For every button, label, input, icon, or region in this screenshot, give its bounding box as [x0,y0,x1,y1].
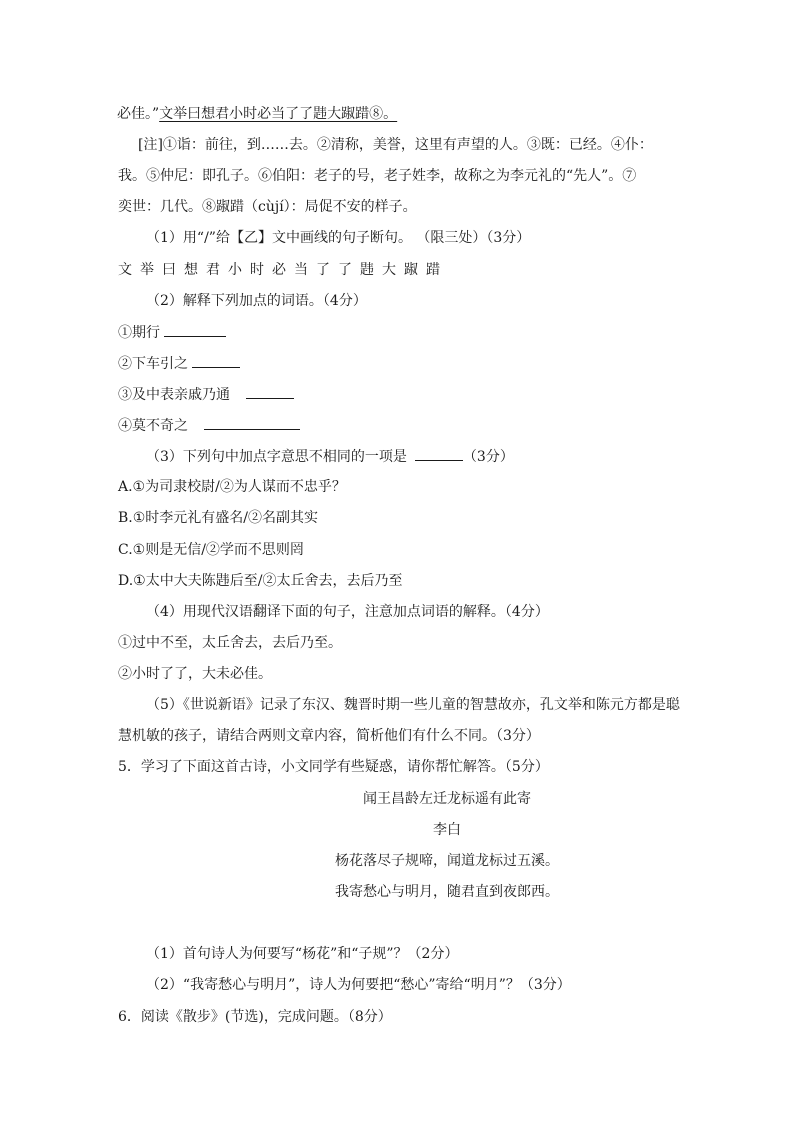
poem-question-2: （2）“我寄愁心与明月”，诗人为何要把“愁心”寄给“明月”？（3分） [146,977,571,993]
question-5-line-2: 慧机敏的孩子，请结合两则文章内容，简析他们有什么不同。（3分） [118,728,540,744]
poem-author [0,820,794,840]
option-b: B.①时李元礼有盛名/②名副其实 [118,510,319,526]
question-2: （2）解释下列加点的词语。（4分） [146,293,367,309]
poem-line-1 [0,851,794,871]
section-6-heading: 6．阅读《散步》(节选)，完成问题。（8分） [118,1009,392,1025]
answer-blank[interactable] [192,353,240,368]
question-1: （1）用“/”给【乙】文中画线的句子断句。 （限三处）（3分） [146,230,531,246]
question-text: （3）下列句中加点字意思不相同的一项是 [146,449,407,465]
answer-blank[interactable] [246,384,294,399]
answer-blank[interactable] [164,322,226,337]
poem-line-text: 我寄愁心与明月，随君直到夜郎西。 [335,884,559,900]
item-text: ②下车引之 [118,356,188,372]
question-score: （3分） [462,449,514,465]
underlined-sentence: 文举曰想君小时必当了了韪大踧踖⑧。 [159,106,398,122]
option-d: D.①太中大夫陈韪后至/②太丘舍去，去后乃至 [118,573,403,589]
item-text: ①期行 [118,325,160,341]
question-4-sentence-b: ②小时了了，大未必佳。 [118,666,272,682]
option-c: C.①则是无信/②学而不思则罔 [118,542,304,558]
question-1-sentence: 文举曰想君小时必当了了韪大踧踖 [118,262,448,278]
question-2-item-b [118,353,240,374]
passage-text: 必佳。” [117,106,160,122]
question-4-sentence-a: ①过中不至，太丘舍去，去后乃至。 [118,635,342,651]
question-4: （4）用现代汉语翻译下面的句子，注意加点词语的解释。（4分） [146,604,549,620]
note-line-1: [注]①诣：前往，到……去。②清称，美誉，这里有声望的人。③既：已经。④仆： [138,137,653,153]
poem-line-2 [0,882,794,902]
item-text: ③及中表亲戚乃通 [118,387,230,403]
question-2-item-d [118,415,300,436]
question-3 [146,446,514,467]
option-a: A.①为司隶校尉/②为人谋而不忠乎？ [118,479,346,495]
question-2-item-c [118,384,294,405]
passage-last-line [117,104,397,124]
note-line-2: 我。⑤仲尼：即孔子。⑥伯阳：老子的号，老子姓李，故称之为李元礼的“先人”。⑦ [118,168,637,184]
poem-author-text: 李白 [433,822,461,838]
poem-title-text: 闻王昌龄左迁龙标遥有此寄 [363,791,531,807]
item-text: ④莫不奇之 [118,418,188,434]
answer-blank[interactable] [415,446,463,461]
section-5-heading: 5．学习了下面这首古诗，小文同学有些疑惑，请你帮忙解答。（5分） [118,759,549,775]
poem-title [0,789,794,809]
question-5-line-1: （5）《世说新语》记录了东汉、魏晋时期一些儿童的智慧故亦，孔文举和陈元方都是聪 [146,697,680,713]
poem-question-1: （1）首句诗人为何要写“杨花”和“子规”？（2分） [146,946,459,962]
note-line-3: 奕世：几代。⑧踧踖（cùjí）：局促不安的样子。 [118,199,417,215]
question-2-item-a [118,322,226,343]
answer-blank[interactable] [204,415,300,430]
poem-line-text: 杨花落尽子规啼，闻道龙标过五溪。 [335,853,559,869]
